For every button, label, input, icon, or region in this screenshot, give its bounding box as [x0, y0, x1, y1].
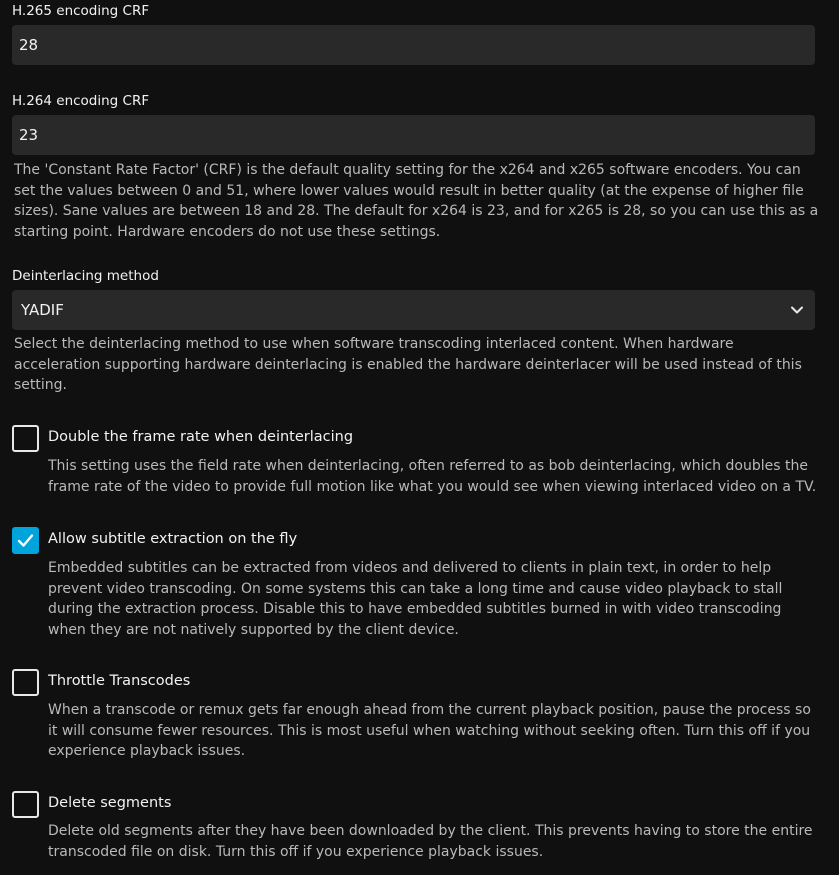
crf-help-text: The 'Constant Rate Factor' (CRF) is the default quality setting for the x264 and x265 software encoders. You can set the values between 0 and 51, where lower values would result in better quality (at the expense of higher file sizes). Sane values are between 18 and 28. The default for x264 is 23, and for x265 is 28, so you can use this as a starting point. Hardware encoders do not use these settings. [14, 162, 819, 240]
subtitle-extraction-label[interactable]: Allow subtitle extraction on the fly [48, 531, 298, 547]
delete-segments-checkbox[interactable] [12, 791, 39, 818]
throttle-transcodes-help-text: When a transcode or remux gets far enough ahead from the current playback position, pause the process so it will consume fewer resources. This is most useful when watching without seeking often. Turn this off if you experience playback issues. [48, 702, 811, 759]
h264-crf-input[interactable]: 23 [12, 115, 815, 155]
throttle-transcodes-checkbox[interactable] [12, 669, 39, 696]
checkmark-icon [16, 531, 35, 550]
delete-segments-label[interactable]: Delete segments [48, 795, 172, 811]
h265-crf-input[interactable]: 28 [12, 25, 815, 65]
deinterlacing-help-text: Select the deinterlacing method to use when software transcoding interlaced content. When hardware acceleration supporting hardware deinterlacing is enabled the hardware deinterlacer will be used instead of this setting. [14, 336, 802, 393]
chevron-down-icon [790, 303, 804, 317]
h265-crf-label: H.265 encoding CRF [12, 3, 150, 19]
subtitle-extraction-checkbox[interactable] [12, 527, 39, 554]
h264-crf-label: H.264 encoding CRF [12, 93, 150, 109]
delete-segments-help-text: Delete old segments after they have been downloaded by the client. This prevents having to store the entire transcoded file on disk. Turn this off if you experience playback issues. [48, 823, 813, 860]
throttle-transcodes-label[interactable]: Throttle Transcodes [48, 673, 191, 689]
deinterlacing-method-value: YADIF [21, 301, 64, 319]
double-frame-rate-help-text: This setting uses the field rate when deinterlacing, often referred to as bob deinterlacing, which doubles the frame rate of the video to provide full motion like what you would see when viewing interlaced video on a TV. [48, 458, 817, 495]
double-frame-rate-label[interactable]: Double the frame rate when deinterlacing [48, 429, 354, 445]
deinterlacing-method-select[interactable] [12, 290, 815, 330]
double-frame-rate-checkbox[interactable] [12, 425, 39, 452]
subtitle-extraction-help-text: Embedded subtitles can be extracted from videos and delivered to clients in plain text, in order to help prevent video transcoding. On some systems this can take a long time and cause video playback to stall during the extraction process. Disable this to have embedded subtitles burned in with video transcoding when they are not natively supported by the client device. [48, 560, 783, 638]
deinterlacing-method-label: Deinterlacing method [12, 268, 159, 284]
